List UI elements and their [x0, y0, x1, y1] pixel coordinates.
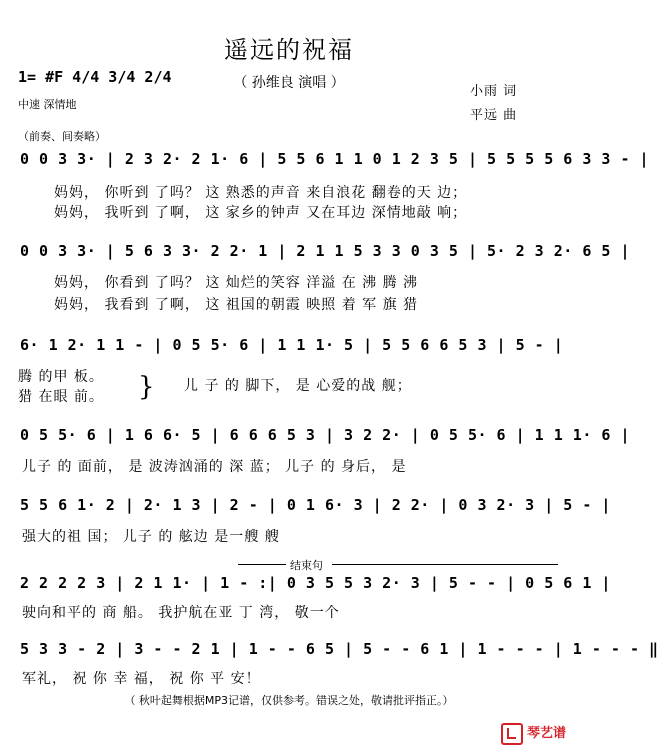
singer-credit: （ 孙维良 演唱 ） [233, 75, 345, 91]
end-bracket-left [238, 564, 286, 565]
notation-line-6: 2 2 2 2 3 | 2 1 1· | 1 - :| 0 3 5 5 3 2· 3 | 5 - - | 0 5 6 1 | [20, 574, 611, 592]
lyric-line-2a: 妈妈， 你看到 了吗？ 这 灿烂的笑容 洋溢 在 沸 腾 沸 [54, 275, 419, 291]
intro-note: （前奏、间奏略） [18, 130, 106, 143]
notation-line-5: 5 5 6 1· 2 | 2· 1 3 | 2 - | 0 1 6· 3 | 2 2· | 0 3 2· 3 | 5 - | [20, 496, 611, 514]
notation-line-3: 6· 1 2· 1 1 - | 0 5 5· 6 | 1 1 1· 5 | 5 5 6 6 5 3 | 5 - | [20, 336, 564, 354]
lyric-line-3-chorus: 儿 子 的 脚下， 是 心爱的战 舰； [184, 378, 412, 394]
lyric-line-5: 强大的祖 国； 儿子 的 舷边 是一艘 艘 [22, 529, 280, 545]
end-section-label: 结束句 [290, 559, 323, 572]
lyric-line-1a: 妈妈， 你听到 了吗？ 这 熟悉的声音 来自浪花 翻卷的天 边； [54, 185, 468, 201]
key-signature: 1= #F 4/4 3/4 2/4 [18, 68, 172, 86]
lyricist-credit: 小雨 词 [470, 84, 518, 99]
lyric-line-2b: 妈妈， 我看到 了啊， 这 祖国的朝霞 映照 着 军 旗 猎 [54, 297, 419, 313]
site-logo [501, 722, 566, 745]
lyric-line-4: 儿子 的 面前， 是 波涛汹涌的 深 蓝； 儿子 的 身后， 是 [22, 459, 407, 475]
tempo-marking: 中速 深情地 [18, 98, 77, 111]
lyric-line-6: 驶向和平的 商 船。 我护航在亚 丁 湾， 敬一个 [22, 605, 340, 621]
notation-line-2: 0 0 3 3· | 5 6 3 3· 2 2· 1 | 2 1 1 5 3 3 0 3 5 | 5· 2 3 2· 6 5 | [20, 242, 630, 260]
lyric-line-7: 军礼， 祝 你 幸 福， 祝 你 平 安！ [22, 671, 261, 687]
notation-line-1: 0 0 3 3· | 2 3 2· 2 1· 6 | 5 5 6 1 1 0 1 2 3 5 | 5 5 5 5 6 3 3 - | [20, 150, 650, 168]
brace: } [138, 372, 155, 402]
song-title: 遥远的祝福 [224, 36, 354, 64]
lyric-line-3a: 腾 的甲 板。 [18, 369, 104, 385]
notation-line-4: 0 5 5· 6 | 1 6 6· 5 | 6 6 6 5 3 | 3 2 2· | 0 5 5· 6 | 1 1 1· 6 | [20, 426, 630, 444]
transcription-note: （ 秋叶起舞根据MP3记谱，仅供参考。错误之处，敬请批评指正。） [124, 694, 454, 707]
lyric-line-3b: 猎 在眼 前。 [18, 389, 104, 405]
end-bracket-right [332, 564, 558, 565]
logo-icon [501, 723, 523, 745]
notation-line-7: 5 3 3 - 2 | 3 - - 2 1 | 1 - - 6 5 | 5 - - 6 1 | 1 - - - | 1 - - - ‖ [20, 640, 659, 658]
lyric-line-1b: 妈妈， 我听到 了啊， 这 家乡的钟声 又在耳边 深情地敲 响； [54, 205, 468, 221]
composer-credit: 平远 曲 [470, 108, 518, 123]
logo-text: 琴艺谱 [526, 726, 566, 741]
